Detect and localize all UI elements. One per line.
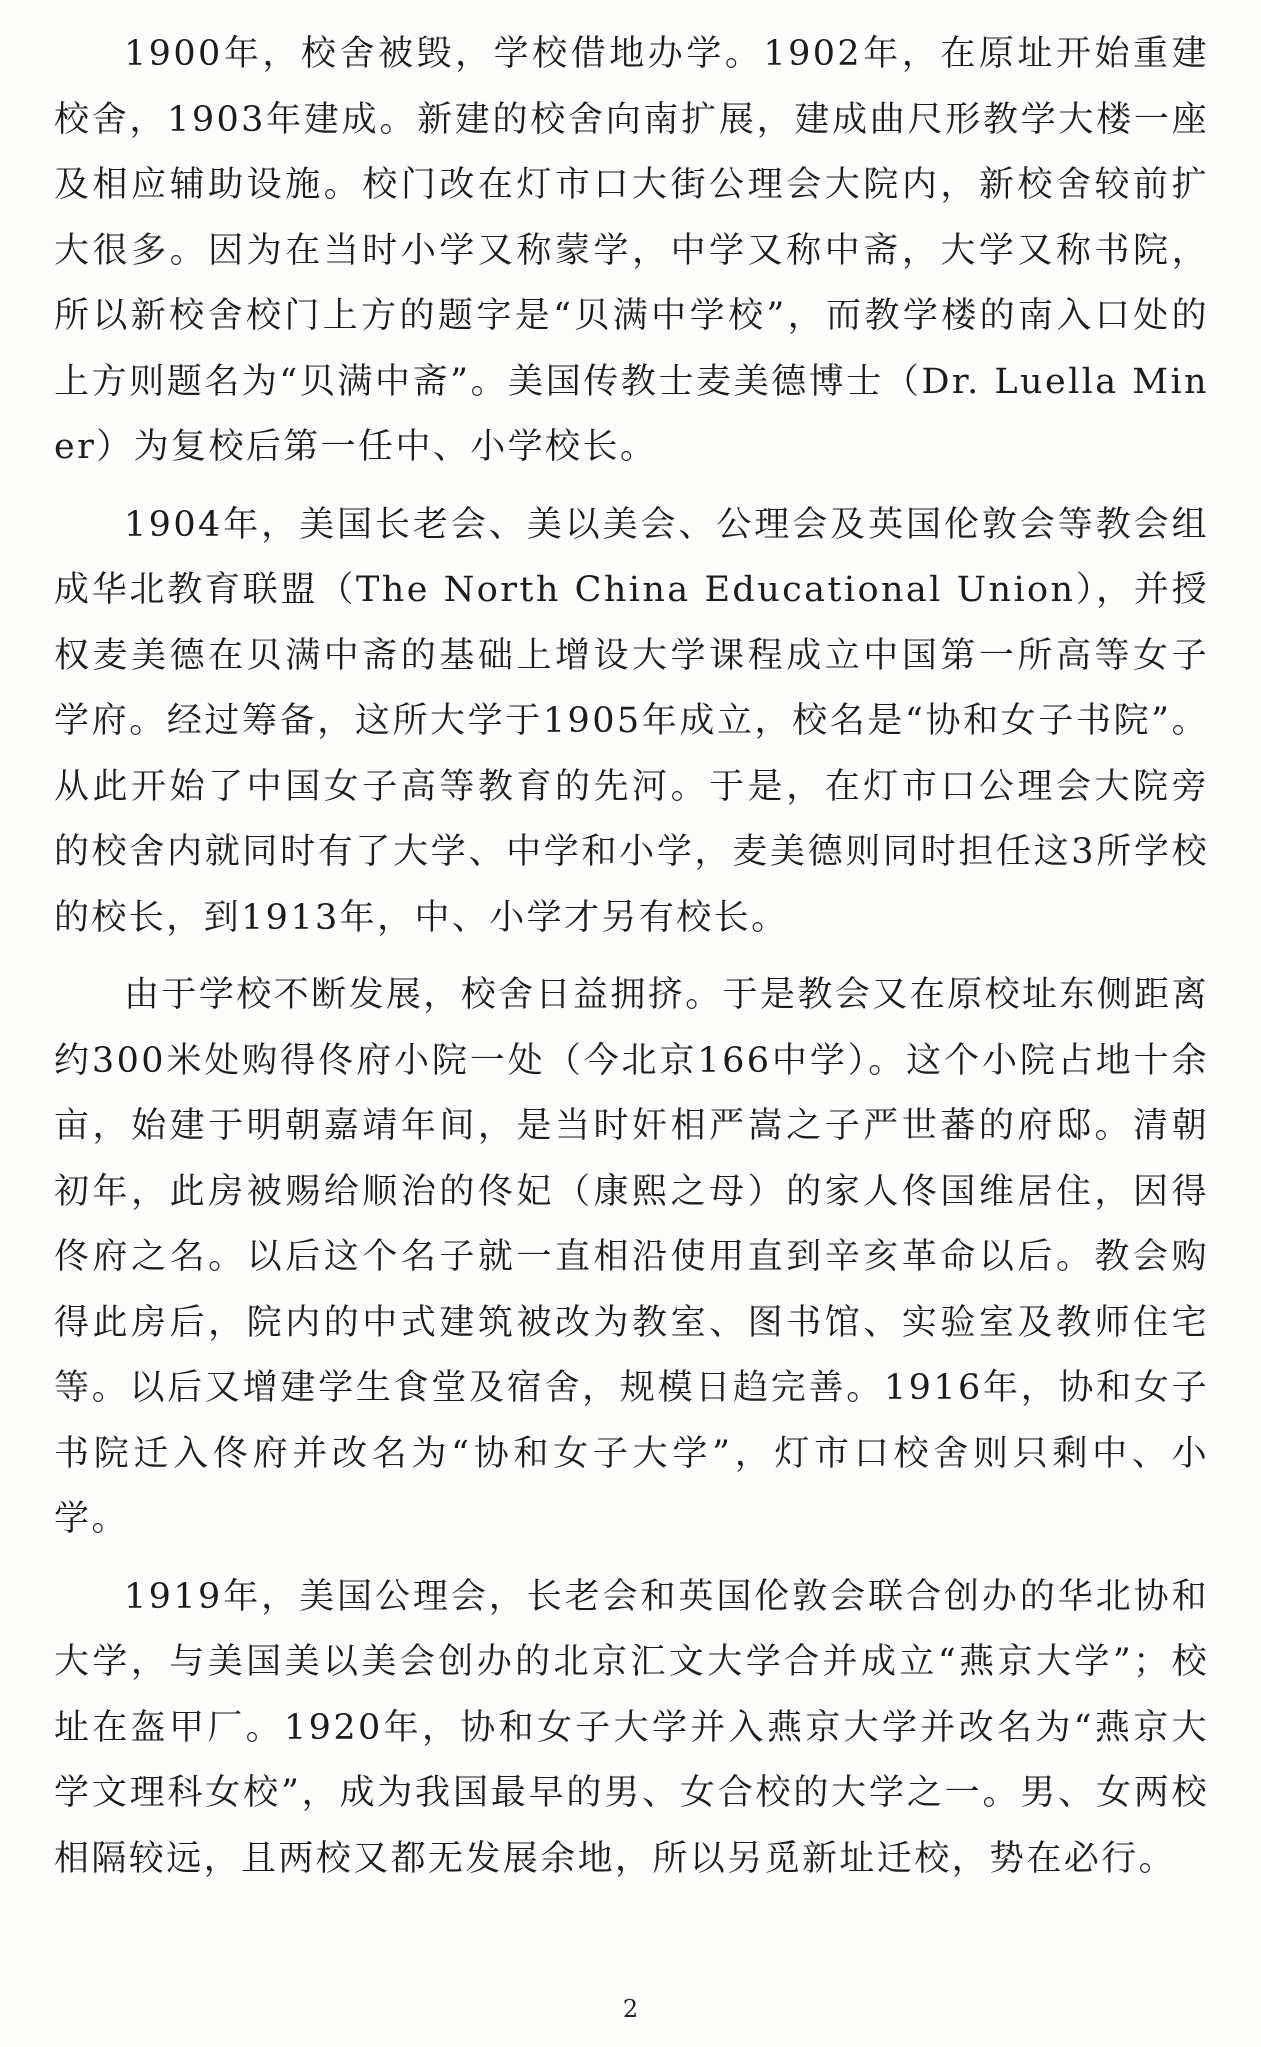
paragraph-1: 1900年，校舍被毁，学校借地办学。1902年，在原址开始重建校舍，1903年建成。新建的校舍向南扩展，建成曲尺形教学大楼一座及相应辅助设施。校门改在灯市口大街公理会大院内，新校舍较前扩大很多。因为在当时小学又称蒙学，中学又称中斋，大学又称书院，所以新校舍校门上方的题字是“贝满中学校”，而教学楼的南入口处的上方则题名为“贝满中斋”。美国传教士麦美德博士（Dr. Luella Miner）为复校后第一任中、小学校长。 — [54, 34, 1209, 467]
paragraph-4: 1919年，美国公理会，长老会和英国伦敦会联合创办的华北协和大学，与美国美以美会创办的北京汇文大学合并成立“燕京大学”；校址在盔甲厂。1920年，协和女子大学并入燕京大学并改名为“燕京大学文理科女校”，成为我国最早的男、女合校的大学之一。男、女两校相隔较远，且两校又都无发展余地，所以另觅新址迁校，势在必行。 — [54, 1576, 1209, 1879]
paragraph-2: 1904年，美国长老会、美以美会、公理会及英国伦敦会等教会组成华北教育联盟（The North China Educational Union），并授权麦美德在贝满中斋的基础上增设大学课程成立中国第一所高等女子学府。经过筹备，这所大学于1905年成立，校名是“协和女子书院”。从此开始了中国女子高等教育的先河。于是，在灯市口公理会大院旁的校舍内就同时有了大学、中学和小学，麦美德则同时担任这3所学校的校长，到1913年，中、小学才另有校长。 — [54, 504, 1209, 938]
document-body — [54, 22, 1209, 1904]
page-number: 2 — [622, 1995, 639, 2023]
paragraph-3: 由于学校不断发展，校舍日益拥挤。于是教会又在原校址东侧距离约300米处购得佟府小院一处（今北京166中学）。这个小院占地十余亩，始建于明朝嘉靖年间，是当时奸相严嵩之子严世蕃的府邸。清朝初年，此房被赐给顺治的佟妃（康熙之母）的家人佟国维居住，因得佟府之名。以后这个名子就一直相沿使用直到辛亥革命以后。教会购得此房后，院内的中式建筑被改为教室、图书馆、实验室及教师住宅等。以后又增建学生食堂及宿舍，规模日趋完善。1916年，协和女子书院迁入佟府并改名为“协和女子大学”，灯市口校舍则只剩中、小学。 — [54, 975, 1209, 1539]
